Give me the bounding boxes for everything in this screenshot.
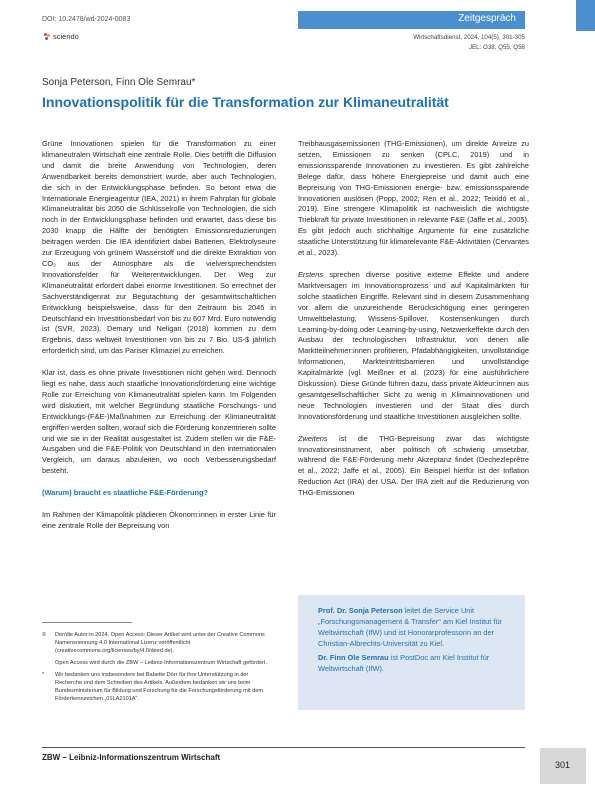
paragraph-lead: Zweitens <box>298 433 328 443</box>
corner-block <box>576 0 595 31</box>
publisher-logo <box>44 32 79 41</box>
footnote <box>42 671 276 703</box>
doi: DOI: 10.2478/wd-2024-0083 <box>42 16 131 23</box>
bio-text: ist PostDoc am Kiel Institut für Weltwirtschaft (IfW). <box>318 653 490 673</box>
footnote-text: Open Access wird durch die ZBW – Leibniz-Informationszentrum Wirtschaft gefördert. <box>55 660 268 666</box>
paragraph: Im Rahmen der Klimapolitik plädieren Ökonom:innen in erster Linie für eine zentrale Rolle der Bepreisung von <box>42 510 276 530</box>
paragraph <box>298 434 529 499</box>
page-number: 301 <box>555 760 571 770</box>
paragraph <box>298 270 529 423</box>
article-title: Innovationspolitik für die Transformation zur Klimaneutralität <box>42 94 449 110</box>
citation-journal: Wirtschaftsdienst, 2024, 104(5), 301-305 <box>413 34 525 41</box>
bio-name: Dr. Finn Ole Semrau <box>318 653 389 662</box>
author-bio <box>318 652 513 674</box>
footnote-rule <box>42 622 132 623</box>
footnotes <box>42 631 276 707</box>
footer-rule <box>42 747 525 748</box>
paragraph-body: ist die THG-Bepreisung zwar das wichtigste Innovationsinstrument, aber politisch oft schwierig umsetzbar, während die F&E-Förderung mehr Akzeptanz findet (Dechezleprêtre et al., 2022; Jaffe et al., 2005). Ein Beispiel hierfür ist der Inflation Reduction Act (IRA) der USA. Der IRA zielt auf die Reduzierung von THG-Emissionen <box>298 433 529 498</box>
logo-text: sciendo <box>53 32 79 41</box>
sciendo-logo-icon <box>44 33 50 40</box>
publisher-name: ZBW – Leibniz-Informationszentrum Wirtschaft <box>42 753 221 762</box>
citation <box>285 33 525 53</box>
left-column <box>42 139 276 532</box>
paragraph: Grüne Innovationen spielen für die Transformation zu einer klimaneutralen Wirtschaft eine zentrale Rolle. Dies betrifft die Diffusion und damit die breite Anwendung von Technologien, deren Anwendbarkeit bereits demonstriert wurde, aber auch Technologien, die sich in der Entwicklungsphase befinden. So betont etwa die Internationale Energieagentur (IEA, 2021) in ihrem Fahrplan für globale Klimaneutralität bis 2050 die Schlüsselrolle von Technologien, die sich noch in der Entwicklungsphase befinden und erwartet, dass diese bis 2030 knapp die Hälfte der benötigten Emissionsreduzierungen beitragen werden. Die IEA identifiziert dabei Batterien, Elektrolyseure zur Erzeugung von grünem Wasserstoff und die direkte Extraktion von CO₂ aus der Atmosphäre als die vielversprechendsten Innovationsfelder für Weiterentwicklungen. Der Weg zur Klimaneutralität erfordert dabei enorme Investitionen. So errechnet der Sachverständigenrat zur Begutachtung der gesamtwirtschaftlichen Entwicklung beispielsweise, dass für den Zeitraum bis 2045 in Deutschland ein Investitionsbedarf von bis zu 607 Mrd. Euro notwendig ist (SVR, 2023). Demary und Neligan (2018) kommen zu dem Ergebnis, dass weltweit Investitionen von bis zu 7 Bio. US-$ jährlich erforderlich sind, um das Pariser Klimaziel zu erreichen. <box>42 139 276 356</box>
section-bar <box>298 11 525 29</box>
bio-name: Prof. Dr. Sonja Peterson <box>318 606 403 615</box>
footnote-symbol <box>42 659 50 667</box>
section-label: Zeitgespräch <box>458 13 516 24</box>
footnote-symbol: * <box>42 672 45 678</box>
footnote-symbol: © <box>42 632 47 638</box>
author-bio <box>318 605 513 649</box>
authors: Sonja Peterson, Finn Ole Semrau* <box>42 77 196 88</box>
bio-text: leitet die Service Unit „Forschungsmanagement & Transfer“ am Kiel Institut für Weltwirtschaft (IfW) und ist Honorarprofessorin an der Christian-Albrechts-Universität zu Kiel. <box>318 606 503 648</box>
footnote <box>42 631 276 655</box>
footnote <box>42 659 276 667</box>
paragraph-body: sprechen diverse positive externe Effekte und andere Marktversagen im Innovationsprozess und auf Kapitalmärkten für solche staatlichen Eingriffe. Relevant sind in diesem Zusammenhang vor allem die unzureichende Berücksichtigung einer geringeren Umweltbelastung, Wissens-Spillover, Kostensenkungen durch Learning-by-doing oder Learning-by-using, Netzwerkeffekte durch den Ausbau der technologischen Infrastruktur, von denen alle Marktteilnehmer:innen profitieren, Pfadabhängigkeiten, unvollständige Informationen, Markteintrittsbarrieren und unvollständige Kapitalmärkte (vgl. Meißner et al. (2023) für eine ausführlichere Diskussion). Diese Gründe führen dazu, dass private Akteur:innen aus gesamtgesellschaftlicher Sicht zu wenig in Klimainnovationen und neue Technologien investieren und der Staat dies durch Innovationsförderung und staatliche Investitionen ausgleichen sollte. <box>298 269 529 421</box>
section-heading: (Warum) braucht es staatliche F&E-Förderung? <box>42 488 209 498</box>
citation-jel: JEL: O38, Q55, Q58 <box>468 44 525 51</box>
paragraph-lead: Erstens <box>298 269 324 279</box>
footnote-text: Wir bedanken uns insbesondere bei Babette Dörr für ihre Unterstützung in der Recherche und dem Schreiben des Artikels. Außerdem bedanken wir uns beim Bundesministerium für Bildung und Forschung für die Forschungsförderung mit dem Förderkennzeichen „01LA2101A“. <box>55 672 264 702</box>
paragraph: Klar ist, dass es ohne private Investitionen nicht gehen wird. Dennoch liegt es nahe, dass auch staatliche Innovationsförderung eine wichtige Rolle zur Erreichung von Klimaneutralität spielen kann. Im Folgenden wird diskutiert, mit welcher Begründung staatliche Forschungs- und Entwicklungs-(F&E-)Maßnahmen zur Erreichung der Klimaneutralität ergriffen werden sollten, worauf sich die Förderung konzentrieren sollte und wie sie in der Realität ausgestaltet ist. Zudem stellen wir die F&E-Ausgaben und die F&E-Politik von Deutschland in den internationalen Vergleich, um daraus abzuleiten, wo noch Verbesserungsbedarf besteht. <box>42 368 276 476</box>
page-number-box <box>540 748 586 784</box>
right-column <box>298 139 529 499</box>
paragraph: Treibhausgasemissionen (THG-Emissionen), um direkte Anreize zu setzen, Emissionen zu senken (CPLC, 2019) und in emissionssparende Innovationen zu investieren. Es gibt zahlreiche Belege dafür, dass höhere Energiepreise und damit auch eine Bepreisung von THG-Emissionen energie- bzw. emissionssparende Innovationen auslösen (Popp, 2002; Ren et al., 2022; Teixidó et al., 2019). Eine strengere Klimapolitik ist nachweislich die wichtigste Triebkraft für private Investitionen in relevante F&E (Jaffe et al., 2005). Es gibt jedoch auch stichhaltige Argumente für eine zusätzliche staatliche Unterstützung für klimarelevante F&E-Aktivitäten (Cervantes et al., 2023). <box>298 139 529 258</box>
footnote-text: Der/die Autor:in 2024. Open Access: Dieser Artikel wird unter der Creative Commons Namensnennung 4.0 International Lizenz veröffentlicht (creativecommons.org/licenses/by/4.0/deed.de). <box>55 632 265 654</box>
